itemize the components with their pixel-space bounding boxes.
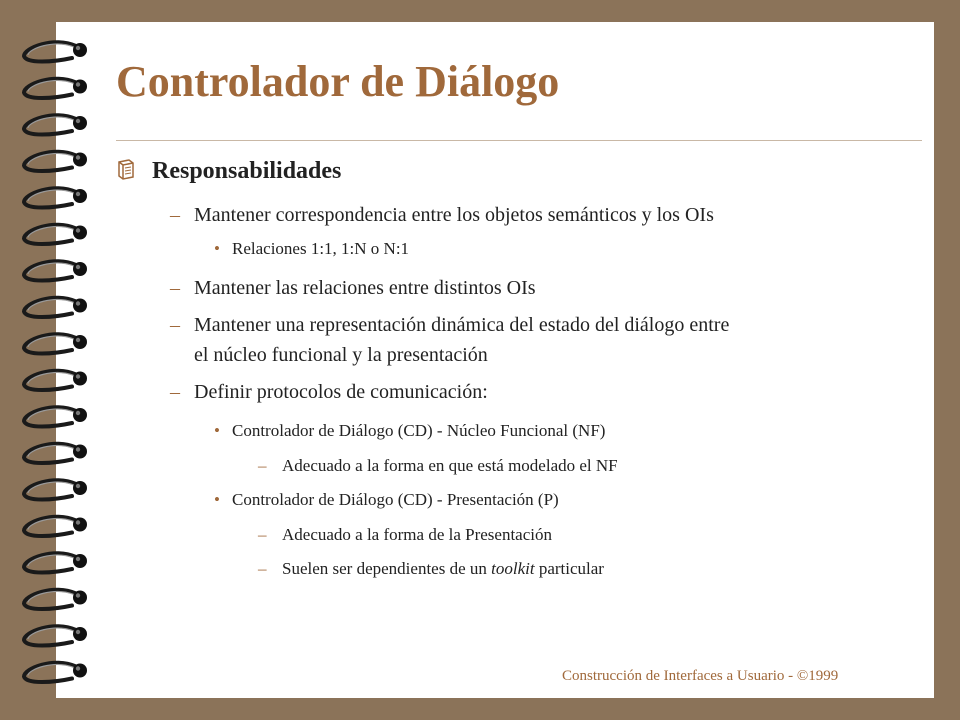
- bullet-text: Definir protocolos de comunicación:: [194, 381, 488, 403]
- spiral-binding: [14, 30, 104, 690]
- section-heading: [116, 158, 341, 187]
- binding-ring: [24, 590, 87, 609]
- title-divider: [116, 140, 922, 141]
- binding-ring: [24, 188, 87, 207]
- dash-marker: –: [170, 381, 180, 403]
- dot-marker: •: [214, 239, 220, 258]
- bullet-text: Suelen ser dependientes de un: [282, 559, 492, 578]
- bullet-text: Relaciones 1:1, 1:N o N:1: [232, 239, 410, 258]
- bullet-text: Adecuado a la forma en que está modelado el NF: [282, 456, 618, 475]
- bullet-text: Adecuado a la forma de la Presentación: [282, 525, 552, 544]
- binding-ring: [24, 152, 87, 171]
- bullet-item: [214, 421, 605, 441]
- dash-marker: –: [170, 277, 180, 299]
- binding-ring: [24, 298, 87, 317]
- bullet-continuation: el núcleo funcional y la presentación: [194, 344, 488, 366]
- dot-marker: •: [214, 490, 220, 509]
- bullet-item: [214, 239, 409, 259]
- slide-page: [56, 22, 934, 698]
- slide-footer: Construcción de Interfaces a Usuario - ©1999: [562, 668, 839, 684]
- dash-marker: –: [170, 204, 180, 226]
- binding-ring: [24, 480, 87, 499]
- bullet-item: [258, 456, 618, 476]
- binding-ring: [24, 225, 87, 244]
- binding-ring: [24, 444, 87, 463]
- binding-ring: [24, 663, 87, 682]
- binding-ring: [24, 42, 87, 61]
- bullet-text: Controlador de Diálogo (CD) - Núcleo Funcional (NF): [232, 421, 606, 440]
- binding-ring: [24, 79, 87, 98]
- dot-marker: •: [214, 421, 220, 440]
- bullet-item: [258, 525, 552, 545]
- bullet-text-end: particular: [534, 559, 604, 578]
- bullet-text: Controlador de Diálogo (CD) - Presentación (P): [232, 490, 559, 509]
- binding-ring: [24, 407, 87, 426]
- bullet-item: [214, 490, 559, 510]
- bullet-text: Mantener las relaciones entre distintos OIs: [194, 277, 536, 299]
- binding-ring: [24, 261, 87, 280]
- bullet-text-italic: toolkit: [491, 559, 535, 578]
- binding-ring: [24, 626, 87, 645]
- binding-ring: [24, 517, 87, 536]
- dash-marker: –: [258, 525, 267, 544]
- bullet-text: Mantener una representación dinámica del estado del diálogo entre: [194, 314, 730, 336]
- slide-title: Controlador de Diálogo: [116, 57, 560, 106]
- binding-ring: [24, 371, 87, 390]
- bullet-item: [170, 204, 714, 227]
- bullet-text: Mantener correspondencia entre los objetos semánticos y los OIs: [194, 204, 714, 226]
- binding-ring: [24, 553, 87, 572]
- bullet-item: [258, 559, 604, 579]
- dash-marker: –: [170, 314, 180, 336]
- book-icon: [116, 158, 136, 187]
- binding-ring: [24, 334, 87, 353]
- section-heading-label: Responsabilidades: [152, 158, 342, 185]
- bullet-item: [170, 381, 488, 404]
- binding-ring: [24, 115, 87, 134]
- bullet-item: [170, 277, 536, 300]
- dash-marker: –: [258, 456, 267, 475]
- bullet-item: [170, 314, 729, 337]
- dash-marker: –: [258, 559, 267, 578]
